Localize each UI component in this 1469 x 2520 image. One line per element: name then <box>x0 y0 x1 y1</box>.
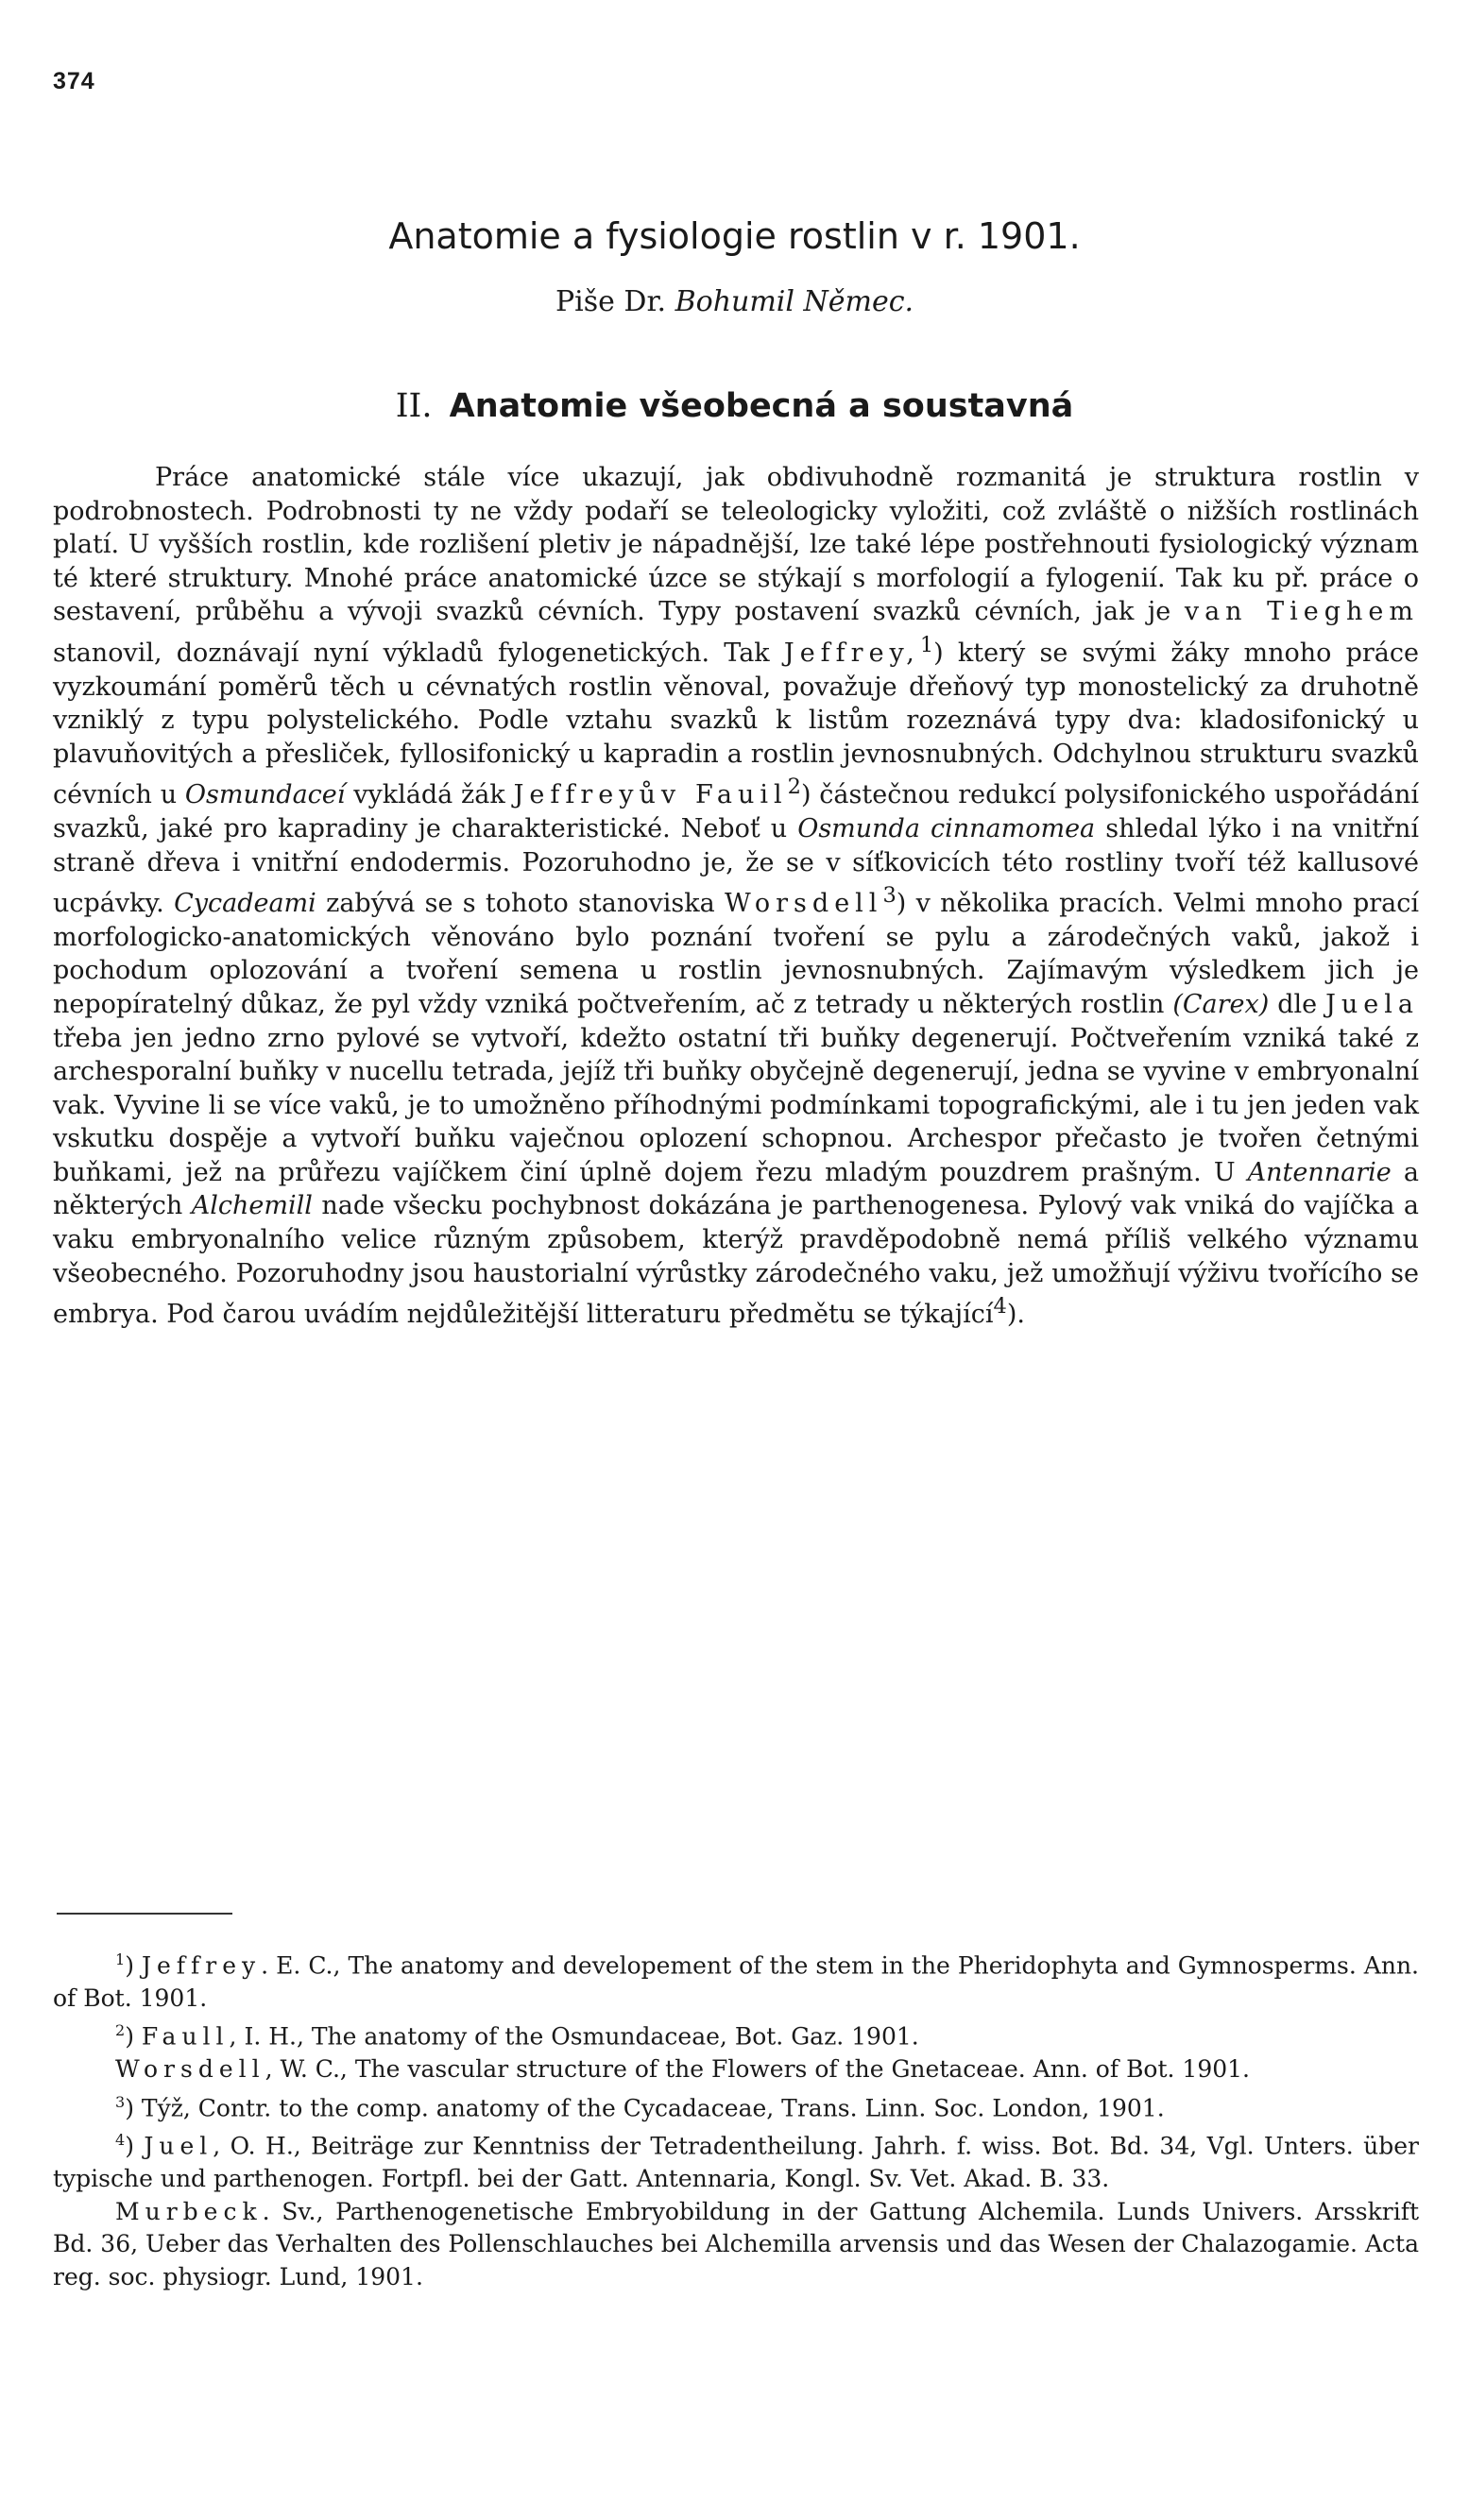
footnote-mark: 2 <box>115 2021 126 2040</box>
footnote-ref: 4 <box>993 1294 1007 1320</box>
italic-term: Osmundaceí <box>184 780 346 810</box>
section-title: Anatomie všeobecná a soustavná <box>449 387 1074 425</box>
text-run: dle <box>1269 989 1326 1019</box>
spaced-name: Jeffreyův Fauil <box>513 780 788 810</box>
text-run: třeba jen jedno zrno pylové se vytvoří, kdežto ostatní tři buňky degenerují. Počtveřením vzniká také z archesporalní buňky v nucellu tetrada, jejíž tři buňky obyčejně degenerují, jedna se vyvine v embryonalní vak. Vyvine li se více vaků, je to umožněno příhodnými podmínkami topografickými, ale i tu jen jeden vak vskutku dospěje a vytvoří buňku vaječnou oplození schopnou. Archespor přečasto je tvořen četnými buňkami, jež na průřezu vajíčkem činí úplně dojem řezu mladým pouzdrem prašným. U <box>53 1023 1419 1187</box>
footnote-text: , W. C., The vascular structure of the Flowers of the Gnetaceae. Ann. of Bot. 1901. <box>265 2055 1250 2084</box>
text-run: stanovil, doznávají nyní výkladů fylogenetických. Tak <box>53 638 784 668</box>
footnote-ref: 1 <box>919 632 934 657</box>
section-heading <box>0 387 1469 425</box>
italic-term: Antennarie <box>1247 1157 1392 1187</box>
footnote-mark: 3 <box>115 2092 126 2111</box>
byline <box>0 285 1469 318</box>
italic-term: Osmunda cinnamomea <box>797 813 1096 843</box>
footnote: $^2$) Faull, I. H., The anatomy of the Osmundaceae, Bot. Gaz. 1901. <box>115 2021 919 2051</box>
text-run: ) částečnou redukcí polysifonického uspořádání svazků, jaké pro kapradiny je charakteristické. Neboť u <box>53 780 1419 843</box>
footnote-text: . E. C., The anatomy and developement of the stem in the Pheridophyta and Gymnosperms. Ann. of Bot. 1901. <box>53 1951 1419 2012</box>
footnote: $^3$) Týž, Contr. to the comp. anatomy of the Cycadaceae, Trans. Linn. Soc. London, 1901. <box>115 2092 1165 2121</box>
text-run: ). <box>1006 1300 1025 1330</box>
section-number: II. <box>395 387 433 425</box>
footnote-author: Týž <box>141 2093 183 2121</box>
text-run: zabývá se s tohoto stanoviska <box>316 889 725 919</box>
footnote-text: , I. H., The anatomy of the Osmundaceae, Bot. Gaz. 1901. <box>229 2022 919 2051</box>
footnote: $^1$) Jeffrey. E. C., The anatomy and developement of the stem in the Pheridophyta and Gymnosperms. Ann. of Bot. 1901. <box>53 1950 1419 2012</box>
author-name: Bohumil Němec. <box>675 285 914 318</box>
footnote-mark: 4 <box>115 2131 126 2150</box>
text-run: ) v několika pracích. Velmi mnoho prací morfologicko-anatomických věnováno bylo poznání tvoření se pylu a zárodečných vaků, jakož i pochodum oplozování a tvoření semena u rostlin jevnosnubných. Zajímavým výsledkem jich je nepopíratelný důkaz, že pyl vždy vzniká počtveřením, ač z tetrady u některých rostlin <box>53 889 1419 1019</box>
footnotes <box>53 1944 1419 2293</box>
spaced-name: Worsdell <box>724 889 883 919</box>
footnote-author: Jeffrey <box>141 1951 262 1980</box>
spaced-name: Juela <box>1325 989 1419 1019</box>
text-run: a některých <box>53 1157 1419 1221</box>
body-paragraph <box>53 461 1419 1332</box>
footnote-text: . Sv., Parthenogenetische Embryobildung in der Gattung Alchemila. Lunds Univers. Arsskrift Bd. 36, Ueber das Verhalten des Pollenschlauches bei Alchemilla arvensis und das Wesen der Chalazogamie. Acta reg. soc. physiogr. Lund, 1901. <box>53 2197 1419 2290</box>
byline-prefix: Piše Dr. <box>555 285 667 318</box>
footnote: $^4$) Juel, O. H., Beiträge zur Kenntniss der Tetradentheilung. Jahrh. f. wiss. Bot. Bd. 34, Vgl. Unters. über typische und parthenogen. Fortpfl. bei der Gatt. Antennaria, Kongl. Sv. Vet. Akad. B. 33. <box>53 2131 1419 2193</box>
footnote-author: Juel <box>144 2132 214 2160</box>
text-run: shledal lýko i na vnitřní straně dřeva i vnitřní endodermis. Pozoruhodno je, že se v síťkovicích této rostliny tvoří též kallusové ucpávky. <box>53 813 1419 919</box>
italic-term: (Carex) <box>1172 989 1270 1019</box>
footnote-author: Murbeck <box>115 2197 263 2225</box>
footnote-text: , Contr. to the comp. anatomy of the Cycadaceae, Trans. Linn. Soc. London, 1901. <box>182 2093 1165 2121</box>
italic-term: Alchemill <box>191 1191 313 1221</box>
text-run: ) který se svými žáky mnoho práce vyzkoumání poměrů těch u cévnatých rostlin věnoval, považuje dřeňový typ monostelický za druhotně vzniklý z typu polystelického. Podle vztahu svazků k listům rozeznává typy dva: kladosifonický u plavuňovitých a přesliček, fyllosifonický u kapradin a rostlin jevnosnubných. Odchylnou strukturu svazků cévních u <box>53 638 1419 810</box>
footnote-divider <box>57 1913 232 1915</box>
article-title: Anatomie a fysiologie rostlin v r. 1901. <box>388 215 1081 257</box>
footnote-text: , O. H., Beiträge zur Kenntniss der Tetradentheilung. Jahrh. f. wiss. Bot. Bd. 34, Vgl. Unters. über typische und parthenogen. Fortpfl. bei der Gatt. Antennaria, Kongl. Sv. Vet. Akad. B. 33. <box>53 2132 1419 2193</box>
spaced-name: Jeffrey, <box>783 638 920 668</box>
text-run: Práce anatomické stále více ukazují, jak obdivuhodně rozmanitá je struktura rostlin v podrobnostech. Podrobnosti ty ne vždy podaří se teleologicky vyložiti, což zvláště o nižších rostlinách platí. U vyšších rostlin, kde rozlišení pletiv je nápadnější, lze také lépe postřehnouti fysiologický význam té které struktury. Mnohé práce anatomické úzce se stýkají s morfologií a fylogenií. Tak ku př. práce o sestavení, průběhu a vývoji svazků cévních. Typy postavení svazků cévních, jak je <box>53 463 1419 627</box>
spaced-name: van Tieghem <box>1184 597 1420 627</box>
footnote-author: Worsdell <box>115 2055 265 2084</box>
footnote <box>53 2053 1419 2086</box>
italic-term: Cycadeami <box>174 889 316 919</box>
footnote-ref: 2 <box>787 775 801 800</box>
footnote-mark: 1 <box>115 1950 126 1968</box>
footnote-author: Faull <box>141 2022 230 2051</box>
footnote <box>53 2196 1419 2294</box>
page-number: 374 <box>53 68 95 94</box>
text-run: vykládá žák <box>345 780 514 810</box>
footnote-ref: 3 <box>882 883 897 909</box>
text-run: nade všecku pochybnost dokázána je parthenogenesa. Pylový vak vniká do vajíčka a vaku embryonalního velice různým způsobem, kterýž pravděpodobně nemá příliš velkého významu všeobecného. Pozoruhodny jsou haustorialní výrůstky zárodečného vaku, jež umožňují výživu tvořícího se embrya. Pod čarou uvádím nejdůležitější litteraturu předmětu se týkající <box>53 1191 1419 1330</box>
